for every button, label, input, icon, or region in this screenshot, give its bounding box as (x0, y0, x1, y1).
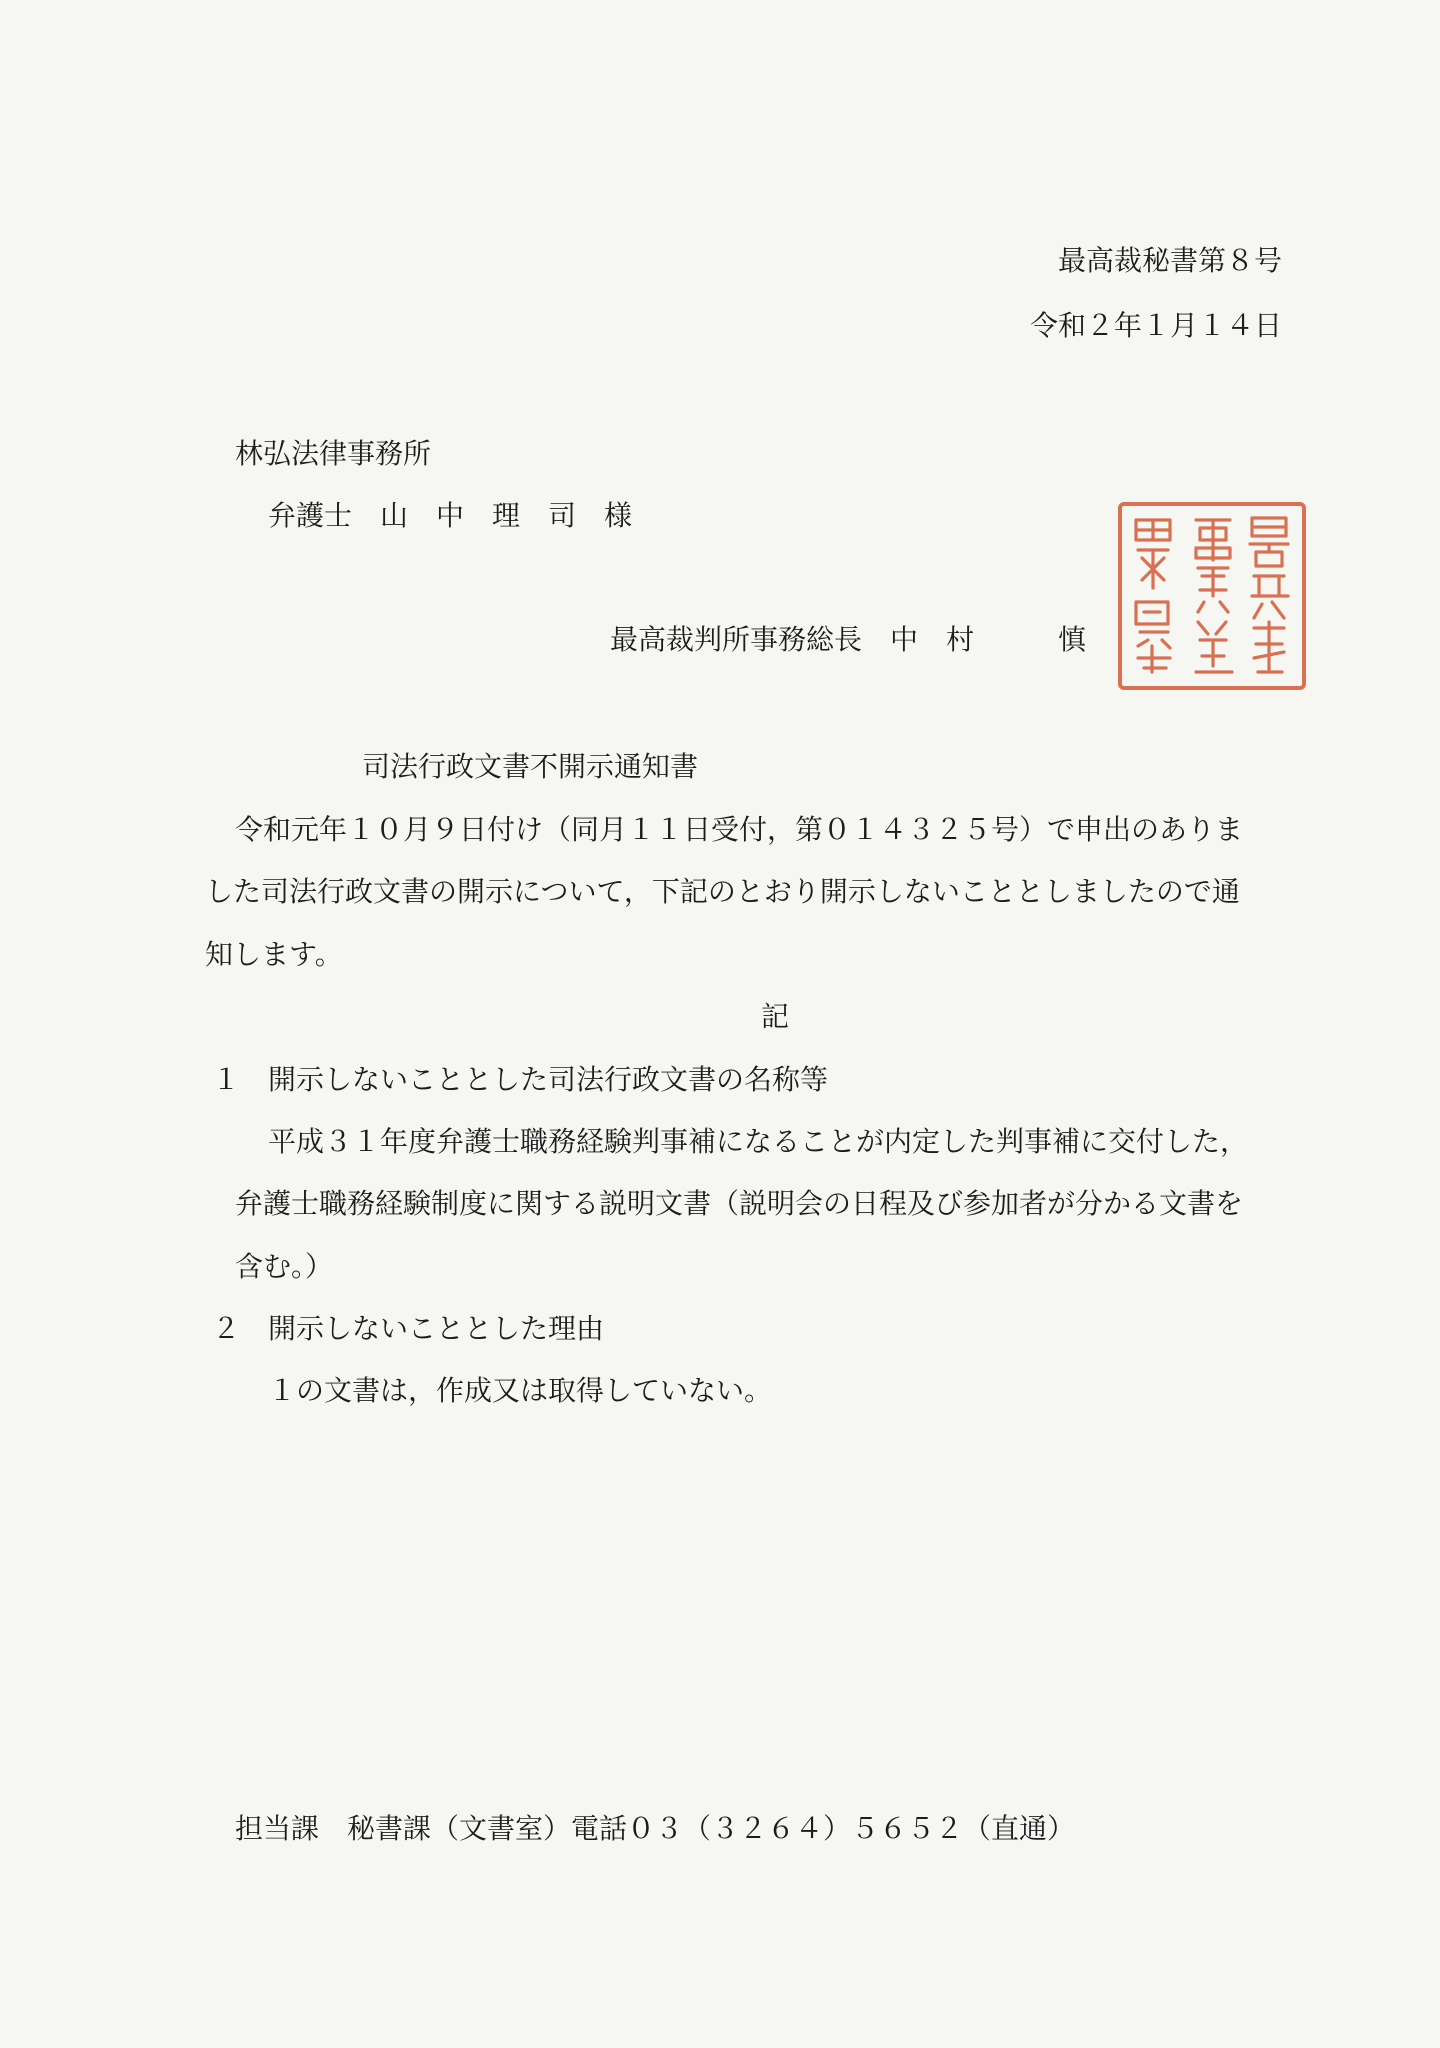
notice-body-line: した司法行政文書の開示について，下記のとおり開示しないこととしましたので通 (205, 875, 1240, 908)
document-date: 令和２年１月１４日 (1029, 309, 1282, 342)
notice-body-line: 知します。 (205, 938, 343, 971)
item-heading: １ 開示しないこととした司法行政文書の名称等 (212, 1063, 829, 1096)
document-number: 最高裁秘書第８号 (1057, 244, 1282, 277)
ki-heading: 記 (761, 1000, 790, 1033)
item-heading: ２ 開示しないこととした理由 (212, 1312, 605, 1345)
item-line: 平成３１年度弁護士職務経験判事補になることが内定した判事補に交付した， (268, 1125, 1249, 1158)
item-line: 弁護士職務経験制度に関する説明文書（説明会の日程及び参加者が分かる文書を (235, 1187, 1244, 1220)
addressee-office: 林弘法律事務所 (235, 437, 432, 470)
contact-line: 担当課 秘書課（文書室）電話０３（３２６４）５６５２（直通） (235, 1812, 1076, 1845)
item-line: １の文書は，作成又は取得していない。 (268, 1374, 773, 1407)
addressee-name: 弁護士 山 中 理 司 様 (268, 499, 633, 532)
notice-title: 司法行政文書不開示通知書 (362, 750, 699, 783)
official-seal-icon (1118, 502, 1306, 690)
item-line: 含む。） (235, 1250, 334, 1283)
sender-line: 最高裁判所事務総長 中 村 慎 (610, 623, 1087, 656)
notice-body-line: 令和元年１０月９日付け（同月１１日受付，第０１４３２５号）で申出のありま (235, 813, 1244, 846)
